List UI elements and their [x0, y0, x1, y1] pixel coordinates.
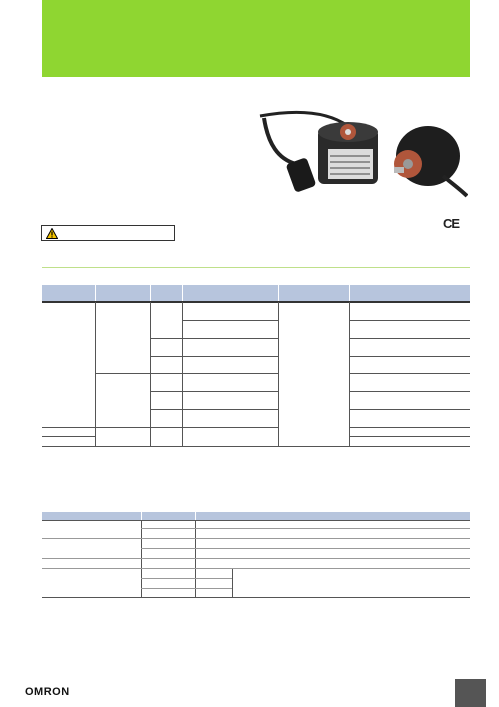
header-banner: [42, 0, 470, 77]
product-photo: [258, 104, 468, 204]
omron-logo: OMRON: [25, 686, 70, 698]
caution-box: [41, 225, 175, 241]
page-tab: [455, 679, 486, 707]
accessories-table-header: [42, 512, 470, 520]
section-divider: [42, 267, 470, 268]
model-table-header: [42, 285, 470, 301]
ce-mark: CE: [443, 216, 460, 231]
warning-triangle-icon: [46, 228, 58, 239]
